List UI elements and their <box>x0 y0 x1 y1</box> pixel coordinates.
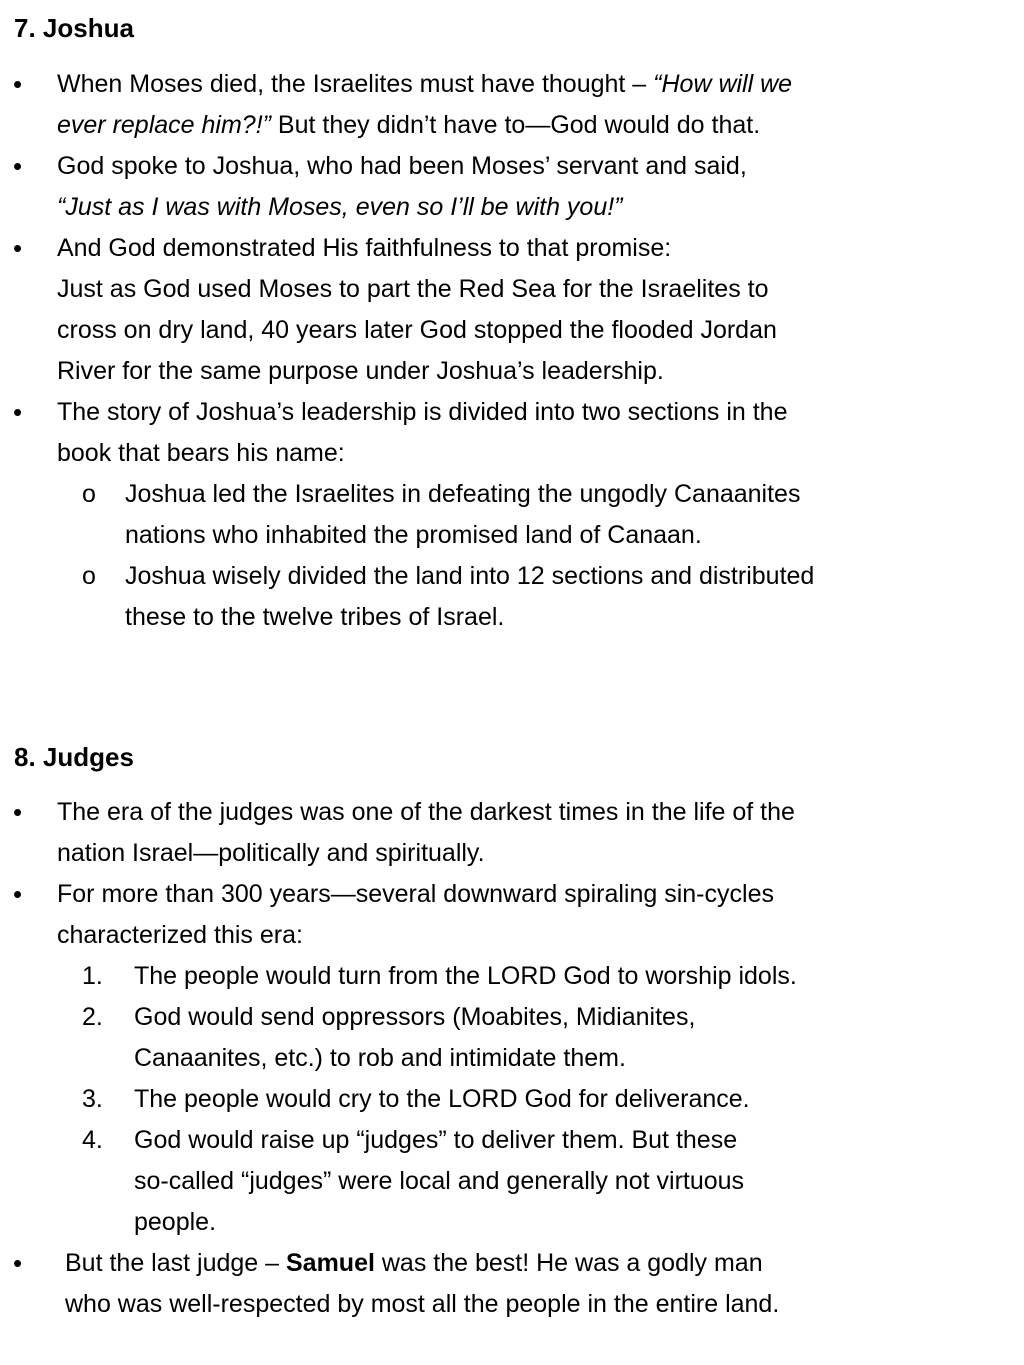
joshua-bullet-1-text-end: But they didn’t have to—God would do that. <box>270 111 761 139</box>
judges-item-4-line-2: so-called “judges” were local and generally not virtuous <box>134 1167 745 1195</box>
judges-bullet-2-line-2: characterized this era: <box>57 921 303 949</box>
joshua-bullet-1-text: When Moses died, the Israelites must have thought – <box>57 70 654 98</box>
joshua-bullet-2-line-2: “Just as I was with Moses, even so I’ll be with you!” <box>57 193 623 221</box>
bullet-marker: • <box>13 797 23 827</box>
judges-item-2-line-1: God would send oppressors (Moabites, Midianites, <box>134 1003 696 1031</box>
bullet-marker: • <box>13 397 23 427</box>
list-number: 4. <box>82 1126 103 1154</box>
samuel-name: Samuel <box>285 1249 375 1277</box>
bullet-marker: • <box>13 879 23 909</box>
bullet-marker: • <box>13 69 23 99</box>
joshua-sub-2-line-2: these to the twelve tribes of Israel. <box>125 603 505 631</box>
judges-bullet-3-line-1 <box>65 1243 763 1284</box>
judges-item-4-line-3: people. <box>134 1208 217 1236</box>
judges-bullet-1-line-1: The era of the judges was one of the darkest times in the life of the <box>57 798 795 826</box>
joshua-bullet-1-quote-end: ever replace him?!” <box>57 111 271 139</box>
joshua-bullet-4-line-2: book that bears his name: <box>57 439 345 467</box>
judges-item-2-line-2: Canaanites, etc.) to rob and intimidate them. <box>134 1044 626 1072</box>
list-number: 2. <box>82 1003 103 1031</box>
joshua-bullet-3-line-1: And God demonstrated His faithfulness to that promise: <box>57 234 672 262</box>
list-number: 3. <box>82 1085 103 1113</box>
joshua-bullet-1-quote: “How will we <box>653 70 793 98</box>
joshua-sub-2-line-1: Joshua wisely divided the land into 12 sections and distributed <box>125 562 815 590</box>
judges-bullet-3-line-2: who was well-respected by most all the people in the entire land. <box>65 1290 780 1318</box>
judges-item-1-line-1: The people would turn from the LORD God to worship idols. <box>134 962 797 990</box>
judges-bullet-3-text: But the last judge – <box>65 1249 286 1277</box>
bullet-marker: • <box>13 233 23 263</box>
bullet-marker: • <box>13 151 23 181</box>
joshua-bullet-3-line-2: Just as God used Moses to part the Red Sea for the Israelites to <box>57 275 769 303</box>
joshua-bullet-3-line-4: River for the same purpose under Joshua’s leadership. <box>57 357 664 385</box>
sub-bullet-marker: o <box>82 480 96 508</box>
joshua-bullet-3-line-3: cross on dry land, 40 years later God stopped the flooded Jordan <box>57 316 777 344</box>
joshua-bullet-1-line-1 <box>57 64 792 105</box>
joshua-sub-1-line-2: nations who inhabited the promised land of Canaan. <box>125 521 702 549</box>
bullet-marker: • <box>13 1248 23 1278</box>
sub-bullet-marker: o <box>82 562 96 590</box>
judges-bullet-3-text-end: was the best! He was a godly man <box>374 1249 763 1277</box>
joshua-sub-1-line-1: Joshua led the Israelites in defeating the ungodly Canaanites <box>125 480 801 508</box>
judges-bullet-1-line-2: nation Israel—politically and spiritually. <box>57 839 485 867</box>
joshua-bullet-2-line-1: God spoke to Joshua, who had been Moses’ servant and said, <box>57 152 747 180</box>
section-heading-judges: 8. Judges <box>14 742 134 772</box>
judges-bullet-2-line-1: For more than 300 years—several downward spiraling sin-cycles <box>57 880 774 908</box>
judges-item-3-line-1: The people would cry to the LORD God for deliverance. <box>134 1085 750 1113</box>
joshua-bullet-4-line-1: The story of Joshua’s leadership is divided into two sections in the <box>57 398 788 426</box>
judges-item-4-line-1: God would raise up “judges” to deliver them. But these <box>134 1126 738 1154</box>
joshua-bullet-1-line-2 <box>57 105 760 146</box>
list-number: 1. <box>82 962 103 990</box>
section-heading-joshua: 7. Joshua <box>14 13 134 43</box>
